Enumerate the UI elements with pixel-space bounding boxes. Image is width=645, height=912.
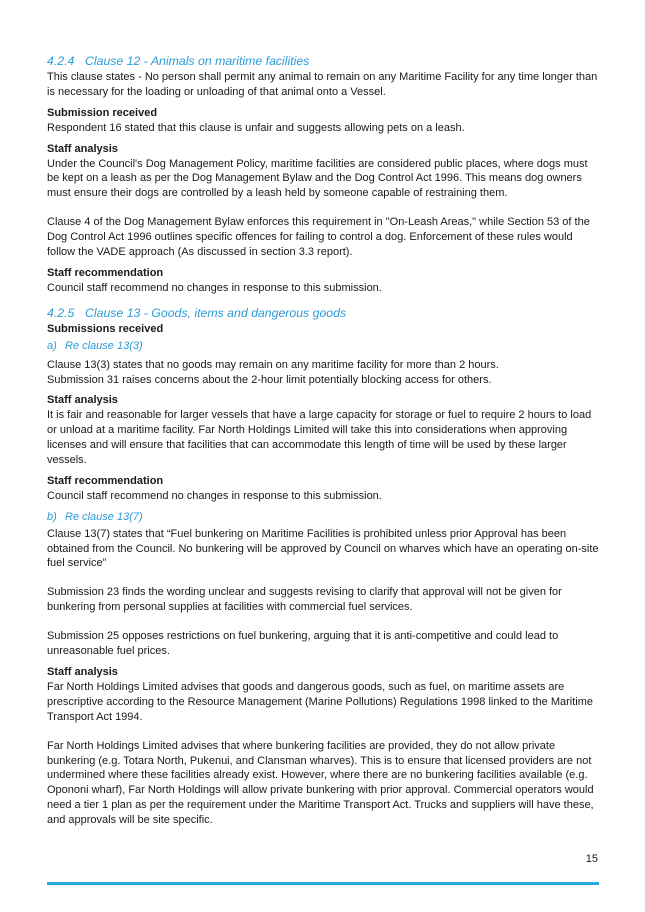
paragraph: Far North Holdings Limited advises that goods and dangerous goods, such as fuel, on maritime assets are prescriptive according to the Resource Management (Marine Pollutions) Regulations 1998 linked to the Maritime Transport Act 1994. [47,680,593,723]
subclause-letter: b) [47,510,57,523]
subheading-recommendation: Staff recommendation [47,474,164,487]
paragraph: It is fair and reasonable for larger vessels that have a large capacity for storage or fuel to require 2 hours to load or unload at a maritime facility. Far North Holdings Limited will take this into considerations when approving licenses and will ensure that facilities that can accommodate this length of time will be used by these larger vessels. [47,409,592,467]
subheading-recommendation: Staff recommendation [47,266,164,279]
paragraph: Far North Holdings Limited advises that where bunkering facilities are provided, they do not allow private bunkering (e.g. Totara North, Pukenui, and Clansman wharves). This is to ensure that licensed providers are not undermined where these facilities already exist. However, where there are no bunkering facilities available (e.g. Opononi wharf), Far North Holdings will allow private bunkering with prior approval. Commercial operators would need a tier 1 plan as per the requirement under the Maritime Transport Act. Trucks and suppliers will have these, and approvals will be site specific. [47,739,594,827]
paragraph: Council staff recommend no changes in response to this submission. [47,489,382,502]
subclause-label: Re clause 13(3) [65,339,143,352]
section-number: 4.2.4 [47,54,75,68]
paragraph: Respondent 16 stated that this clause is unfair and suggests allowing pets on a leash. [47,121,465,134]
section-title: Clause 13 - Goods, items and dangerous goods [85,305,347,320]
paragraph: Clause 13(3) states that no goods may remain on any maritime facility for more than 2 hours. [47,358,499,371]
subclause-b-heading [47,510,599,525]
paragraph: Clause 4 of the Dog Management Bylaw enforces this requirement in "On-Leash Areas," while Section 53 of the Dog Control Act 1996 outlines specific offences for failing to control a dog. Enforcement of these rules would follow the VADE approach (As discussed in section 3.3 report). [47,216,590,259]
subheading-submissions: Submissions received [47,322,164,335]
paragraph: Submission 23 finds the wording unclear and suggests revising to clarify that approval will not be given for bunkering from personal supplies at facilities with commercial fuel services. [47,586,562,614]
subheading-analysis: Staff analysis [47,666,118,678]
section-heading-4-2-4 [47,54,599,69]
page-number: 15 [585,853,598,865]
document-body [47,54,599,828]
footer-rule [47,882,599,885]
paragraph: Under the Council's Dog Management Policy, maritime facilities are considered public places, where dogs must be kept on a leash as per the Dog Management Bylaw and the Dog Control Act 1996. This means dog owners must ensure their dogs are controlled by a leash held by someone capable of restraining them. [47,157,588,200]
paragraph: Submission 31 raises concerns about the 2-hour limit potentially blocking access for others. [47,373,492,386]
subclause-label: Re clause 13(7) [65,510,143,523]
subheading-analysis: Staff analysis [47,394,118,407]
paragraph: Council staff recommend no changes in response to this submission. [47,281,382,294]
paragraph: Submission 25 opposes restrictions on fuel bunkering, arguing that it is anti-competitive and could lead to unreasonable fuel prices. [47,630,559,658]
subheading-submission: Submission received [47,106,158,119]
section-title: Clause 12 - Animals on maritime facilities [85,54,310,68]
subclause-a-heading [47,339,599,354]
section-heading-4-2-5 [47,306,599,321]
subheading-analysis: Staff analysis [47,142,118,155]
section-number: 4.2.5 [47,305,75,320]
paragraph: This clause states - No person shall permit any animal to remain on any Maritime Facility for any time longer than is necessary for the loading or unloading of that animal onto a Vessel. [47,71,598,98]
paragraph: Clause 13(7) states that “Fuel bunkering on Maritime Facilities is prohibited unless prior Approval has been obtained from the Council. No bunkering will be approved by Council on wharves which have an operating on-site fuel service” [47,527,599,570]
subclause-letter: a) [47,339,57,352]
